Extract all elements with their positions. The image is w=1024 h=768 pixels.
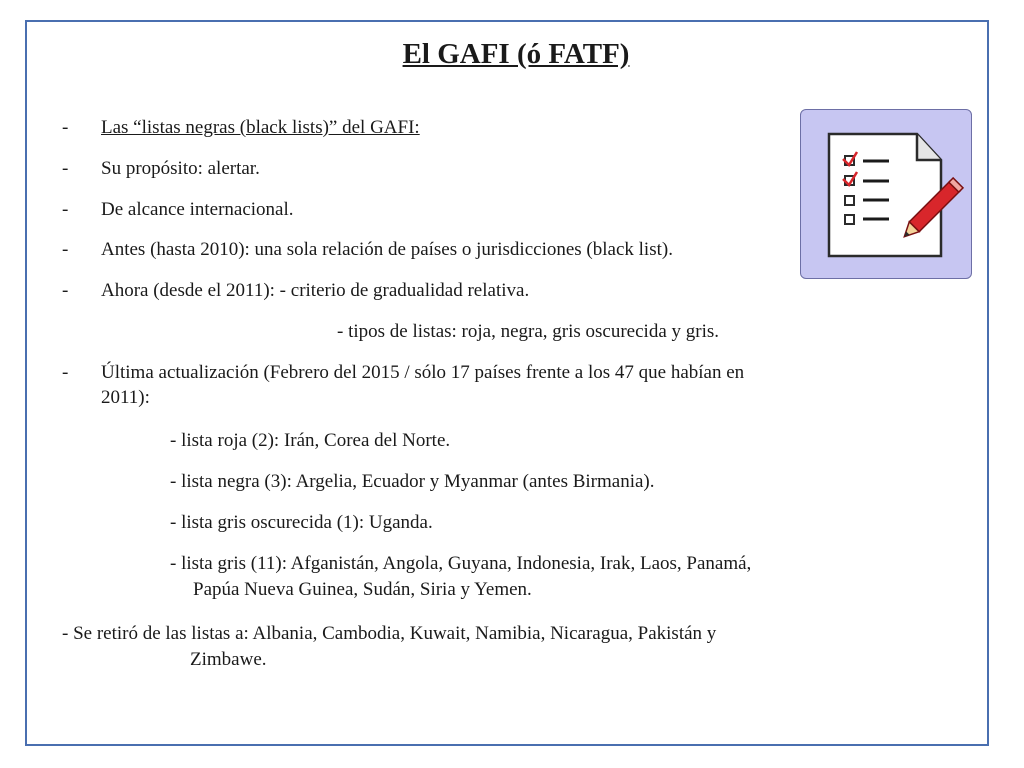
bullet-subtext: - tipos de listas: roja, negra, gris oscurecida y gris. <box>337 321 720 342</box>
sub-item-dark-grey-list: - lista gris oscurecida (1): Uganda. <box>170 512 433 533</box>
sub-item-red-list: - lista roja (2): Irán, Corea del Norte. <box>170 430 451 451</box>
bullet-dash: - <box>62 158 69 179</box>
bullet-removed-countries-continuation: Zimbawe. <box>190 649 267 670</box>
bullet-dash: - <box>62 362 69 383</box>
sub-item-grey-list: - lista gris (11): Afganistán, Angola, Guyana, Indonesia, Irak, Laos, Panamá, <box>170 553 752 574</box>
sub-item-black-list: - lista negra (3): Argelia, Ecuador y Myanmar (antes Birmania). <box>170 471 655 492</box>
bullet-dash: - <box>62 117 69 138</box>
bullet-dash: - <box>62 280 69 301</box>
bullet-text: Última actualización (Febrero del 2015 / sólo 17 países frente a los 47 que habían en <box>101 362 745 383</box>
sub-item-grey-list-continuation: Papúa Nueva Guinea, Sudán, Siria y Yemen. <box>193 579 532 600</box>
checklist-pencil-icon <box>800 109 972 279</box>
bullet-text: Ahora (desde el 2011): - criterio de gradualidad relativa. <box>101 280 530 301</box>
bullet-dash: - <box>62 239 69 260</box>
bullet-text-continuation: 2011): <box>101 387 150 408</box>
bullet-text: Las “listas negras (black lists)” del GAFI: <box>101 117 420 138</box>
bullet-text: Su propósito: alertar. <box>101 158 260 179</box>
checklist-document-icon <box>801 110 971 278</box>
slide-title: El GAFI (ó FATF) <box>402 38 630 70</box>
bullet-text: Antes (hasta 2010): una sola relación de países o jurisdicciones (black list). <box>101 239 673 260</box>
bullet-text: De alcance internacional. <box>101 199 294 220</box>
bullet-removed-countries: - Se retiró de las listas a: Albania, Cambodia, Kuwait, Namibia, Nicaragua, Pakistán y <box>62 623 717 644</box>
bullet-dash: - <box>62 199 69 220</box>
